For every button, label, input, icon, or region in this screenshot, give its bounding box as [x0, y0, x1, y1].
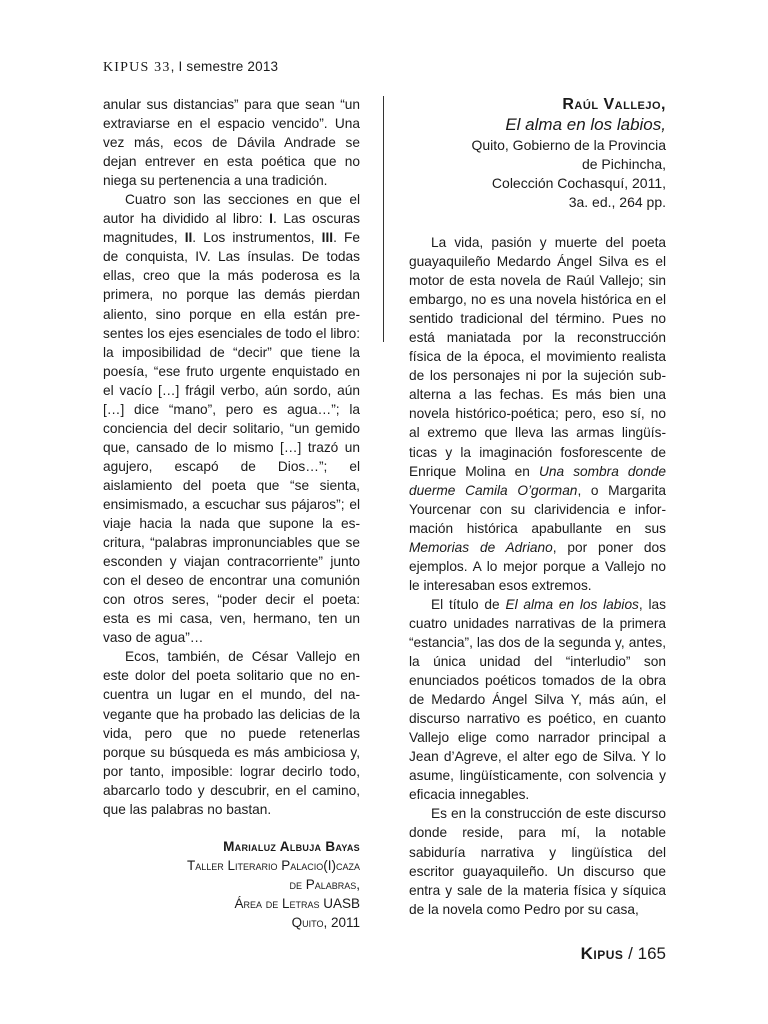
- roman-numeral: II: [184, 230, 193, 246]
- paragraph: Ecos, también, de César Vallejo en este dolor del poeta solitario que no encuentra un lugar en el mundo, del navegante que ha probado las delicias de la vida, pero que no puede retenerlas porque su búsqueda es más ambiciosa y, por tanto, imposible: lograr decirlo todo, abarcarlo todo y descubrir, en el camino, que las palabras no bastan.: [103, 649, 360, 817]
- review-heading: Raúl Vallejo, El alma en los labios, Quito, Gobierno de la Provincia de Pichincha, Colección Cochasquí, 2011, 3a. ed., 264 pp.: [409, 95, 666, 212]
- issue-info: , I semestre 2013: [170, 59, 279, 74]
- roman-numeral: III: [321, 230, 334, 246]
- signature-affiliation: Taller Literario Palacio(I)caza: [186, 857, 360, 873]
- book-title: El alma en los labios: [505, 596, 639, 612]
- review-signature: [103, 837, 360, 932]
- page-footer: Kipus / 165: [580, 944, 666, 963]
- roman-numeral: I: [269, 211, 273, 227]
- right-column: [409, 95, 666, 919]
- publication-info: 3a. ed., 264 pp.: [568, 194, 666, 210]
- running-head: [103, 59, 278, 76]
- book-title: Memorias de Adriano: [409, 539, 553, 555]
- footer-journal-name: Kipus: [580, 944, 624, 963]
- paragraph: La vida, pasión y muerte del poeta guayaquileño Medardo Ángel Silva es el motor de esta novela de Raúl Vallejo; sin embargo, no es una novela histórica en el sentido tradicional del término. Pues no está maniatada por la reconstrucción física de la época, el movimiento realista de los personajes ni por la sujeción subalterna a las fechas. Es más bien una novela histórico-poética; pero, eso sí, no al extremo que lleva las armas lingüísticas y la imaginación fosforescente de Enrique Molina en Una sombra donde duerme Camila O’gorman, o Margarita Yourcenar con su clarividencia e información histórica apabullante en sus Memorias de Adriano, por poner dos ejemplos. A lo mejor porque a Vallejo no le interesaban esos extremos.: [409, 235, 666, 593]
- paragraph: anular sus distancias” para que sean “un extraviarse en el espacio vencido”. Una vez más, ecos de Dávila Andrade se dejan entrever en esta poética que no niega su pertenencia a una tradición.: [103, 97, 360, 189]
- signature-affiliation: Área de Letras UASB: [234, 895, 360, 911]
- page-number: 165: [637, 944, 666, 963]
- roman-numeral: IV: [195, 249, 207, 265]
- publication-info: Quito, Gobierno de la Provincia: [471, 137, 666, 153]
- paragraph: El título de El alma en los labios, las cuatro unidades narrativas de la primera “estancia”, las dos de la segunda y, antes, la única unidad del “interludio” son enunciados poéticos tomados de la obra de Medardo Ángel Silva Y, más aún, el discurso narrativo es poético, en cuanto Vallejo elige como narrador principal a Jean d’Agreve, el alter ego de Silva. Y lo asume, lingüísticamente, con solvencia y eficacia innegables.: [409, 596, 666, 803]
- journal-name: KIPUS 33: [103, 60, 171, 75]
- reviewed-book-title: El alma en los labios: [505, 115, 662, 134]
- publication-info: de Pichincha,: [581, 156, 666, 172]
- left-column: [103, 95, 360, 932]
- signature-author: Marialuz Albuja Bayas: [223, 838, 360, 854]
- signature-affiliation: de Palabras,: [289, 876, 360, 892]
- signature-place-date: Quito, 2011: [291, 914, 360, 930]
- reviewed-author: Raúl Vallejo,: [562, 96, 666, 113]
- paragraph: Es en la construcción de este discurso donde reside, para mí, la notable sabiduría narrativa y lingüística del escritor guayaquileño. Un discurso que entra y sale de la materia física y síquica de la novela como Pedro por su casa,: [409, 806, 666, 917]
- book-title: Una sombra donde duerme Camila O’gorman: [409, 463, 666, 498]
- paragraph: Cuatro son las secciones en que el autor ha dividido al libro: I. Las oscuras magnitudes, II. Los instrumentos, III. Fe de conquista, IV. Las ínsulas. De todas ellas, creo que la más poderosa es la primera, no porque las demás pierdan aliento, sino porque en ella están presentes los ejes esenciales de todo el libro: la imposibilidad de “decir” que tiene la poesía, “ese fruto urgente enquistado en el vacío […] frágil verbo, aún sordo, aún […] dice “mano”, pero es agua…”; la conciencia del decir solitario, “un gemido que, cansado de lo mismo […] trazó un agujero, escapó de Dios…”; el aislamiento del poeta que “se sienta, ensimismado, a escuchar sus pájaros”; el viaje hacia la nada que supone la escritura, “palabras impronunciables que se esconden y viajan contracorriente” junto con el deseo de encontrar una comunión con otros seres, “poder decir el poeta: esta es mi casa, ven, hermano, ten un vaso de agua”…: [103, 192, 361, 646]
- column-divider-rule: [383, 96, 384, 342]
- publication-info: Colección Cochasquí, 2011,: [491, 175, 666, 191]
